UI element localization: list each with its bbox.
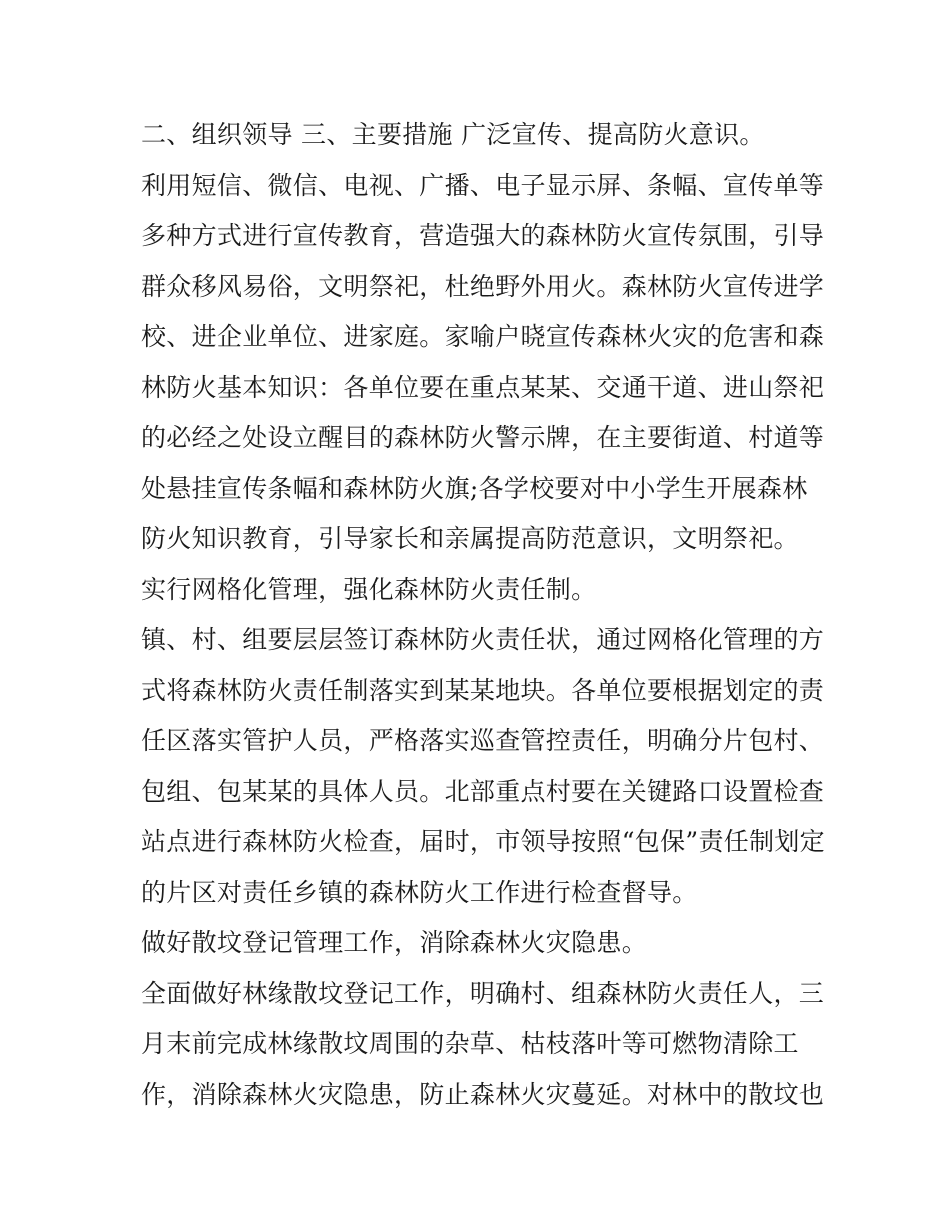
text-line: 实行网格化管理，强化森林防火责任制。 (141, 574, 597, 604)
text-line: 防火知识教育，引导家长和亲属提高防范意识，文明祭祀。 (141, 524, 799, 553)
text-line: 利用短信、微信、电视、广播、电子显示屏、条幅、宣传单等 (141, 170, 825, 200)
text-line: 作，消除森林火灾隐患，防止森林火灾蔓延。对林中的散坟也 (141, 1079, 825, 1109)
text-line: 二、组织领导 三、主要措施 广泛宣传、提高防火意识。 (141, 120, 765, 149)
text-line: 站点进行森林防火检查，届时，市领导按照“包保”责任制划定 (141, 827, 825, 856)
text-line: 林防火基本知识：各单位要在重点某某、交通干道、进山祭祀 (141, 372, 825, 402)
text-line: 群众移风易俗，文明祭祀，杜绝野外用火。森林防火宣传进学 (141, 271, 825, 301)
text-line: 多种方式进行宣传教育，营造强大的森林防火宣传氛围，引导 (141, 221, 825, 250)
body-text (141, 110, 825, 1120)
text-line: 处悬挂宣传条幅和森林防火旗;各学校要对中小学生开展森林 (141, 473, 808, 503)
text-line: 做好散坟登记管理工作，消除森林火灾隐患。 (141, 928, 648, 957)
text-line: 校、进企业单位、进家庭。家喻户晓宣传森林火灾的危害和森 (141, 322, 825, 351)
text-line: 镇、村、组要层层签订森林防火责任状，通过网格化管理的方 (141, 625, 825, 654)
text-line: 任区落实管护人员，严格落实巡查管控责任，明确分片包村、 (141, 726, 825, 755)
text-line: 全面做好林缘散坟登记工作，明确村、组森林防火责任人，三 (141, 978, 825, 1008)
text-line: 的必经之处设立醒目的森林防火警示牌，在主要街道、村道等 (141, 423, 825, 452)
text-line: 的片区对责任乡镇的森林防火工作进行检查督导。 (141, 877, 698, 907)
text-line: 月末前完成林缘散坟周围的杂草、枯枝落叶等可燃物清除工 (141, 1029, 799, 1058)
text-line: 包组、包某某的具体人员。北部重点村要在关键路口设置检查 (141, 776, 825, 806)
text-line: 式将森林防火责任制落实到某某地块。各单位要根据划定的责 (141, 675, 825, 705)
